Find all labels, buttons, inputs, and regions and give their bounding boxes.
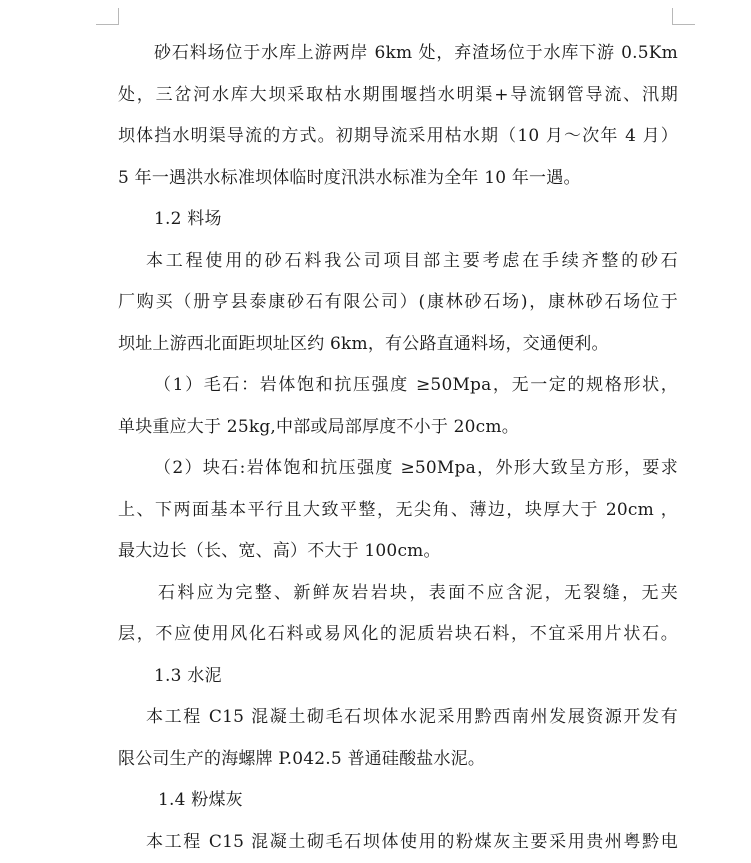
paragraph-line: 本工程 C15 混凝土砌毛石坝体水泥采用黔西南州发展资源开发有: [146, 707, 678, 727]
paragraph-line: （1）毛石：岩体饱和抗压强度 ≥50Mpa，无一定的规格形状，: [154, 375, 678, 395]
paragraph-line: 本工程使用的砂石料我公司项目部主要考虑在手续齐整的砂石: [146, 250, 678, 271]
paragraph-line: 单块重应大于 25kg,中部或局部厚度不小于 20cm。: [118, 416, 519, 437]
paragraph-line: 坝体挡水明渠导流的方式。初期导流采用枯水期（10 月～次年 4 月）: [118, 126, 678, 146]
paragraph-line: 坝址上游西北面距坝址区约 6km，有公路直通料场，交通便利。: [118, 333, 609, 354]
paragraph-line: 石料应为完整、新鲜灰岩岩块，表面不应含泥，无裂缝，无夹: [158, 582, 678, 603]
paragraph-line: 最大边长（长、宽、高）不大于 100cm。: [118, 541, 441, 561]
page-corner-mark-right: [672, 8, 695, 25]
section-heading: 1.3 水泥: [154, 665, 222, 686]
paragraph-line: 厂购买（册亨县泰康砂石有限公司）(康林砂石场)，康林砂石场位于: [118, 292, 678, 312]
paragraph-line: 层，不应使用风化石料或易风化的泥质岩块石料，不宜采用片状石。: [118, 624, 678, 644]
paragraph-line: 处，三岔河水库大坝采取枯水期围堰挡水明渠+导流钢管导流、汛期: [118, 84, 678, 105]
paragraph-line: 限公司生产的海螺牌 P.042.5 普通硅酸盐水泥。: [118, 748, 486, 769]
paragraph-line: 砂石料场位于水库上游两岸 6km 处，弃渣场位于水库下游 0.5Km: [154, 43, 678, 63]
document-body: [118, 33, 678, 863]
paragraph-line: 本工程 C15 混凝土砌毛石坝体使用的粉煤灰主要采用贵州粤黔电: [146, 831, 678, 852]
paragraph-line: 上、下两面基本平行且大致平整，无尖角、薄边，块厚大于 20cm ，: [118, 499, 678, 520]
paragraph-line: 5 年一遇洪水标准坝体临时度汛洪水标准为全年 10 年一遇。: [118, 167, 581, 188]
page-corner-mark-left: [96, 8, 119, 25]
section-heading: 1.4 粉煤灰: [158, 790, 243, 810]
section-heading: 1.2 料场: [154, 209, 222, 229]
paragraph-line: （2）块石:岩体饱和抗压强度 ≥50Mpa，外形大致呈方形，要求: [154, 458, 678, 478]
